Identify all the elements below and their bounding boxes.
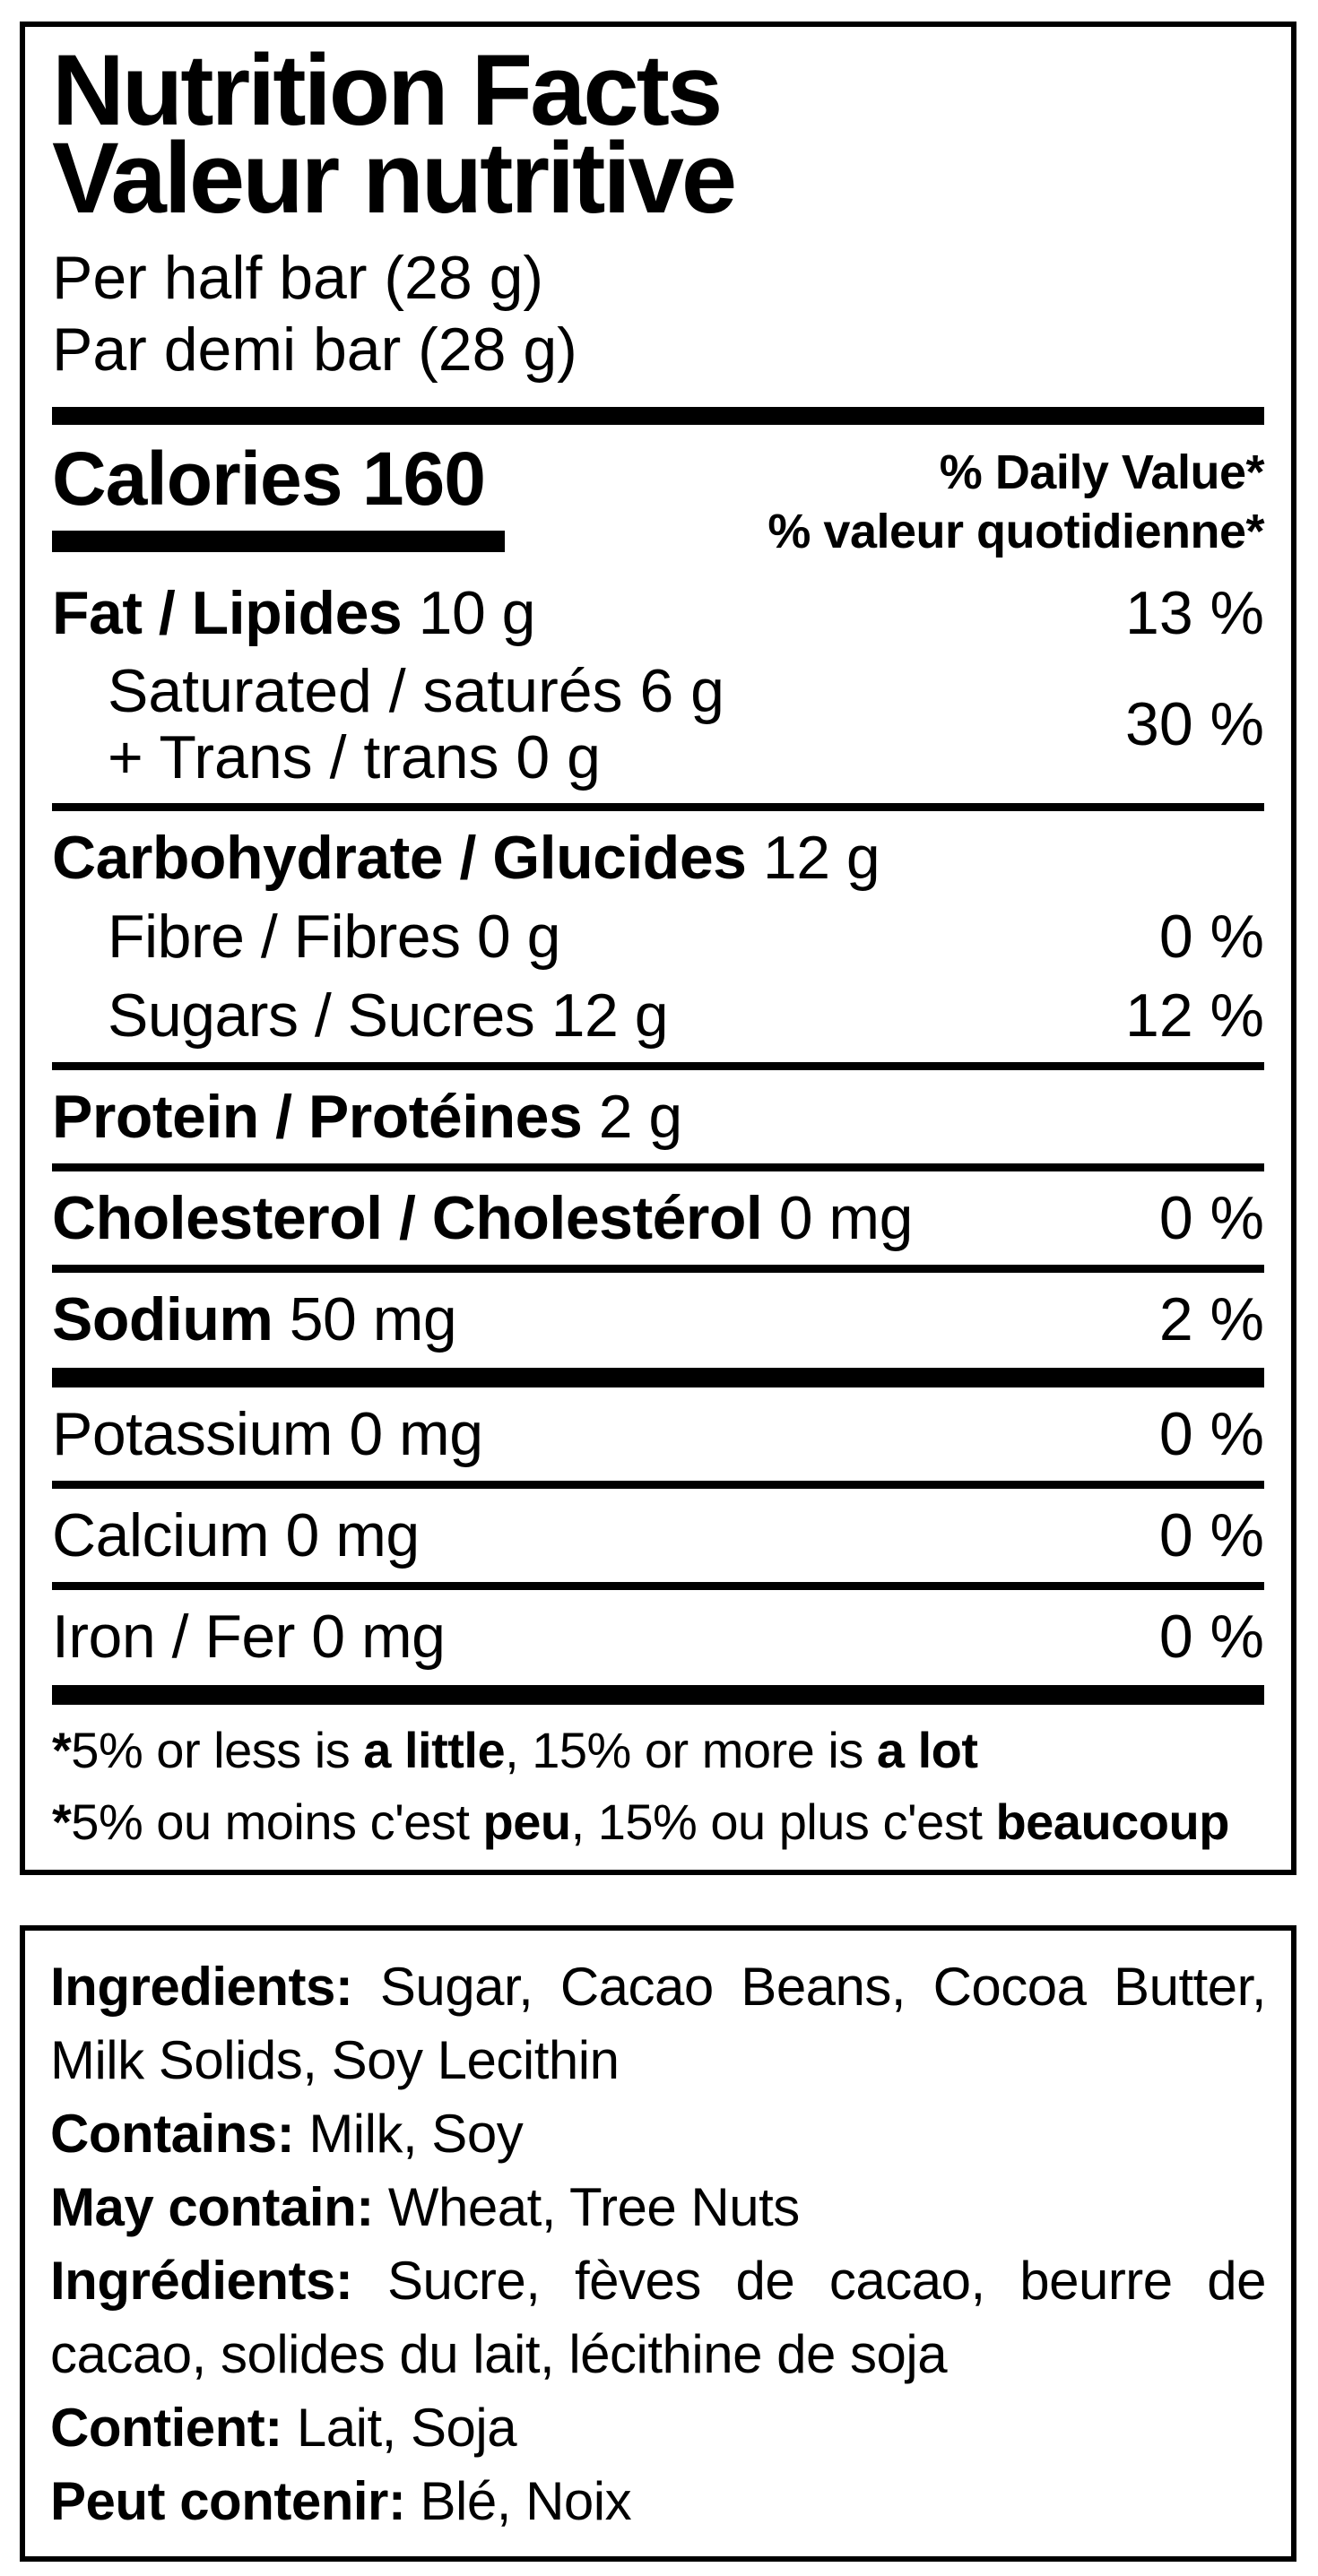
row-carbohydrate [52, 826, 1264, 890]
sodium-amount: 50 mg [289, 1285, 457, 1353]
footnote-fr-text-2: , 15% ou plus c'est [570, 1794, 996, 1850]
divider [52, 1062, 1264, 1070]
daily-value-header [767, 437, 1264, 561]
row-sugars [52, 983, 1264, 1048]
row-cholesterol-label [52, 1186, 913, 1250]
sodium-name: Sodium [52, 1285, 273, 1353]
divider [52, 1265, 1264, 1273]
ingredients-panel [20, 1925, 1296, 2562]
may-contain-fr-text: Blé, Noix [405, 2471, 632, 2531]
row-cholesterol-dv: 0 % [1158, 1184, 1264, 1252]
footnote-fr-bold-1: peu [482, 1794, 571, 1850]
divider [52, 1481, 1264, 1489]
title-en: Nutrition Facts [52, 34, 721, 146]
serving-size [52, 242, 1264, 385]
trans-line: + Trans / trans 0 g [108, 723, 601, 791]
footnote-en-bold-1: a little [363, 1722, 506, 1778]
footnote-en-text-1: 5% or less is [71, 1722, 364, 1778]
row-potassium [52, 1402, 1264, 1466]
row-fat-label [52, 581, 535, 645]
row-sodium-label [52, 1287, 456, 1352]
row-fibre-dv: 0 % [1158, 903, 1264, 971]
serving-size-en: Per half bar (28 g) [52, 244, 544, 312]
footnote-fr-bold-2: beaucoup [995, 1794, 1229, 1850]
may-contain-fr-lead: Peut contenir: [50, 2471, 406, 2531]
row-fat-dv: 13 % [1125, 579, 1264, 647]
contains-fr-text: Lait, Soja [282, 2398, 517, 2458]
may-contain-en-lead: May contain: [50, 2177, 374, 2237]
calories-block [52, 437, 505, 552]
ingredients-en-text: Sugar, Cacao Beans, Cocoa Butter, Milk Solids, Soy Lecithin [50, 1957, 1266, 2090]
daily-value-header-fr: % valeur quotidienne* [767, 505, 1264, 558]
footnote-en-star: * [52, 1722, 72, 1778]
ingredients-en-lead: Ingredients: [50, 1957, 353, 2017]
row-saturated-trans [52, 657, 1264, 791]
serving-size-fr: Par demi bar (28 g) [52, 316, 577, 384]
footnote-en [52, 1721, 1264, 1780]
title-fr: Valeur nutritive [52, 122, 735, 234]
row-sugars-label: Sugars / Sucres 12 g [108, 981, 669, 1050]
row-sugars-dv: 12 % [1125, 981, 1264, 1050]
ingredients-fr [50, 2244, 1266, 2391]
contains-en-lead: Contains: [50, 2104, 295, 2164]
row-cholesterol [52, 1186, 1264, 1250]
row-potassium-dv: 0 % [1158, 1400, 1264, 1468]
row-carbohydrate-label [52, 826, 880, 890]
calories-row [52, 437, 1264, 561]
protein-amount: 2 g [598, 1083, 682, 1151]
saturated-trans-lines [52, 657, 724, 791]
row-iron-dv: 0 % [1158, 1603, 1264, 1671]
fat-name: Fat / Lipides [52, 579, 403, 647]
divider-thick [52, 1685, 1264, 1705]
footnote-fr [52, 1793, 1264, 1852]
ingredients-en [50, 1950, 1266, 2097]
contains-fr [50, 2391, 1266, 2465]
divider [52, 1582, 1264, 1590]
carbohydrate-amount: 12 g [762, 824, 880, 892]
calories-value: 160 [361, 437, 485, 521]
footnote-en-bold-2: a lot [876, 1722, 978, 1778]
row-protein [52, 1085, 1264, 1149]
divider-header-thick [52, 407, 1264, 425]
row-calcium-dv: 0 % [1158, 1501, 1264, 1569]
row-fat [52, 581, 1264, 645]
divider-thick [52, 1368, 1264, 1387]
contains-en-text: Milk, Soy [294, 2104, 524, 2164]
row-protein-label [52, 1085, 682, 1149]
divider [52, 1163, 1264, 1171]
footnote-fr-text-1: 5% ou moins c'est [71, 1794, 483, 1850]
row-sodium-dv: 2 % [1158, 1285, 1264, 1353]
protein-name: Protein / Protéines [52, 1083, 583, 1151]
row-fibre-label: Fibre / Fibres 0 g [108, 903, 560, 971]
row-calcium [52, 1503, 1264, 1568]
nutrition-facts-panel [20, 22, 1296, 1875]
contains-fr-lead: Contient: [50, 2398, 282, 2458]
calories-text [52, 437, 505, 520]
ingredients-fr-text: Sucre, fèves de cacao, beurre de cacao, solides du lait, lécithine de soja [50, 2251, 1266, 2384]
row-fibre [52, 904, 1264, 969]
row-iron-label: Iron / Fer 0 mg [52, 1603, 446, 1671]
row-iron [52, 1604, 1264, 1669]
row-potassium-label: Potassium 0 mg [52, 1400, 483, 1468]
may-contain-fr [50, 2465, 1266, 2538]
cholesterol-name: Cholesterol / Cholestérol [52, 1184, 763, 1252]
daily-value-header-en: % Daily Value* [939, 445, 1264, 499]
fat-amount: 10 g [418, 579, 535, 647]
row-sodium [52, 1287, 1264, 1352]
divider [52, 803, 1264, 811]
footnote-en-text-2: , 15% or more is [505, 1722, 877, 1778]
ingredients-fr-lead: Ingrédients: [50, 2251, 353, 2311]
may-contain-en [50, 2171, 1266, 2244]
contains-en [50, 2097, 1266, 2171]
row-saturated-trans-dv: 30 % [1125, 690, 1264, 758]
saturated-line: Saturated / saturés 6 g [108, 657, 724, 725]
calories-label: Calories [52, 437, 343, 521]
row-calcium-label: Calcium 0 mg [52, 1501, 420, 1569]
cholesterol-amount: 0 mg [778, 1184, 913, 1252]
footnote-fr-star: * [52, 1794, 72, 1850]
may-contain-en-text: Wheat, Tree Nuts [373, 2177, 800, 2237]
calories-underline-bar [52, 531, 505, 552]
carbohydrate-name: Carbohydrate / Glucides [52, 824, 747, 892]
